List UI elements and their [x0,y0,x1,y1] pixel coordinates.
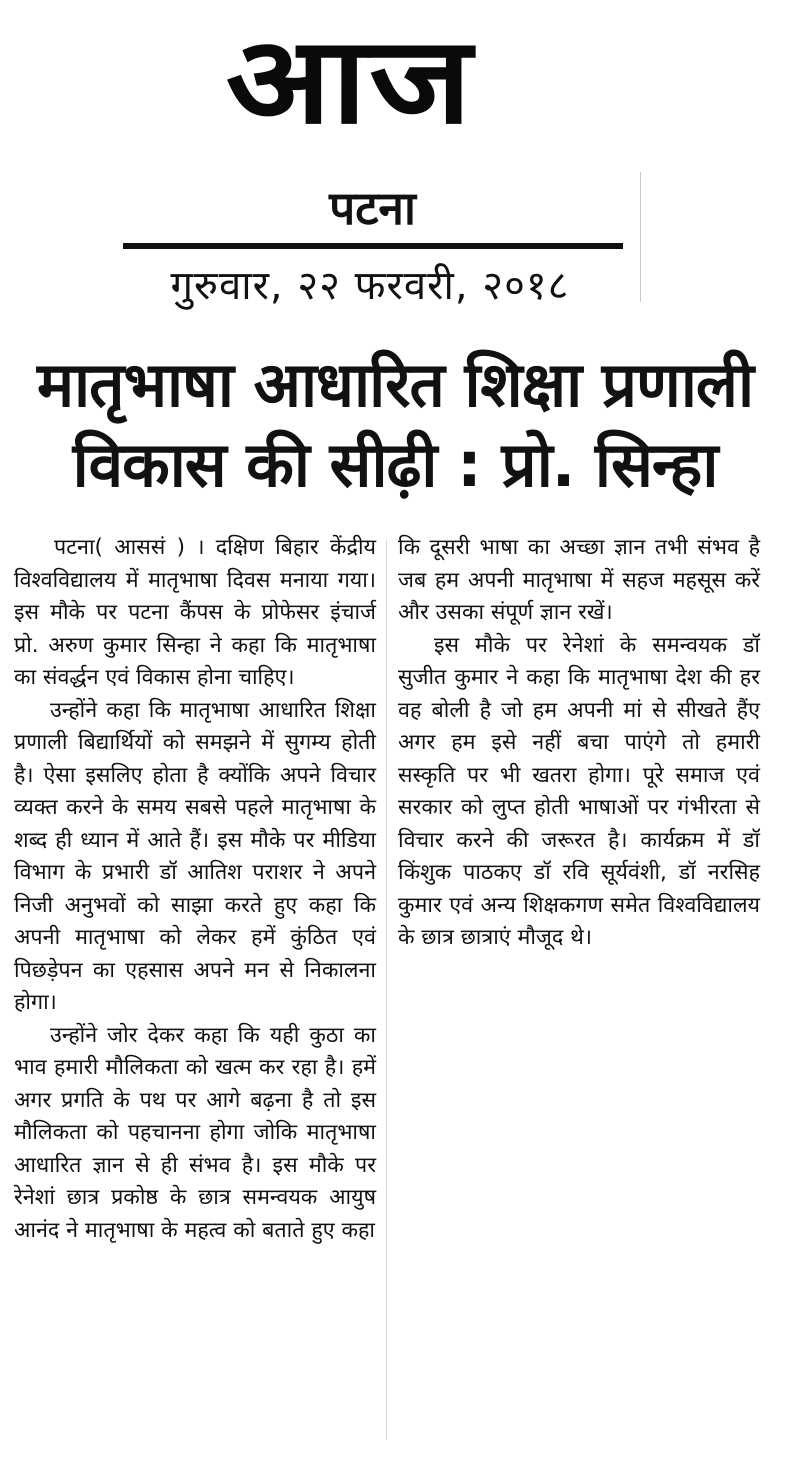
article-paragraph: उन्होंने जोर देकर कहा कि यही कुठा का भाव हमारी मौलिकता को खत्म कर रहा है। हमें अगर प्रगति के पथ पर आगे बढ़ना है तो इस मौलिकता को पहचानना होगा जोकि मातृभाषा आधारित ज्ञान से ही संभव है। इस मौके पर रेनेशां छात्र प्रकोष्ठ के छात्र समन्वयक आयुष आनंद ने मातृभाषा के महत्व को बताते हुए कहा [14,1022,376,1243]
article-headline [10,345,780,505]
article-paragraph: कि दूसरी भाषा का अच्छा ज्ञान तभी संभव है जब हम अपनी मातृभाषा में सहज महसूस करें और उसका संपूर्ण ज्ञान रखें। [398,535,760,625]
article-right-column [398,532,760,955]
article-paragraph: इस मौके पर रेनेशां के समन्वयक डॉ सुजीत कुमार ने कहा कि मातृभाषा देश की हर वह बोली है जो हम अपनी मां से सीखते हैंए अगर हम इसे नहीं बचा पाएंगे तो हमारी सस्कृति पर भी खतरा होगा। पूरे समाज एवं सरकार को लुप्त होती भाषाओं पर गंभीरता से विचार करने की जरूरत है। कार्यक्रम में डॉ किंशुक पाठकए डॉ रवि सूर्यवंशी, डॉ नरसिह कुमार एवं अन्य शिक्षकगण समेत विश्वविद्यालय के छात्र छात्राएं मौजूद थे। [398,632,760,950]
city-name: पटना [329,181,416,235]
article-left-column [14,532,376,1247]
newspaper-masthead [180,12,520,152]
headline-line-2: विकास की सीढ़ी : प्रो. सिन्हा [72,428,718,501]
vertical-divider [640,172,641,302]
article-paragraph: पटना( आससं ) । दक्षिण बिहार केंद्रीय विश्वविद्यालय में मातृभाषा दिवस मनाया गया। इस मौके पर पटना कैंपस के प्रोफेसर इंचार्ज प्रो. अरुण कुमार सिन्हा ने कहा कि मातृभाषा का संवर्द्धन एवं विकास होना चाहिए। [14,535,376,690]
article-paragraph: उन्होंने कहा कि मातृभाषा आधारित शिक्षा प्रणाली बिद्यार्थियों को समझने में सुगम्य होती है। ऐसा इसलिए होता है क्योंकि अपने विचार व्यक्त करने के समय सबसे पहले मातृभाषा के शब्द ही ध्यान में आते हैं। इस मौके पर मीडिया विभाग के प्रभारी डॉ आतिश पराशर ने अपने निजी अनुभवों को साझा करते हुए कहा कि अपनी मातृभाषा को लेकर हमें कुंठित एवं पिछड़ेपन का एहसास अपने मन से निकालना होगा। [14,697,376,1015]
headline-line-1: मातृभाषा आधारित शिक्षा प्रणाली [36,348,754,421]
newspaper-logo: आज [225,12,475,151]
city-underline-divider [123,243,623,249]
publication-date: गुरुवार, २२ फरवरी, २०१८ [170,263,570,309]
column-divider [386,540,387,1440]
